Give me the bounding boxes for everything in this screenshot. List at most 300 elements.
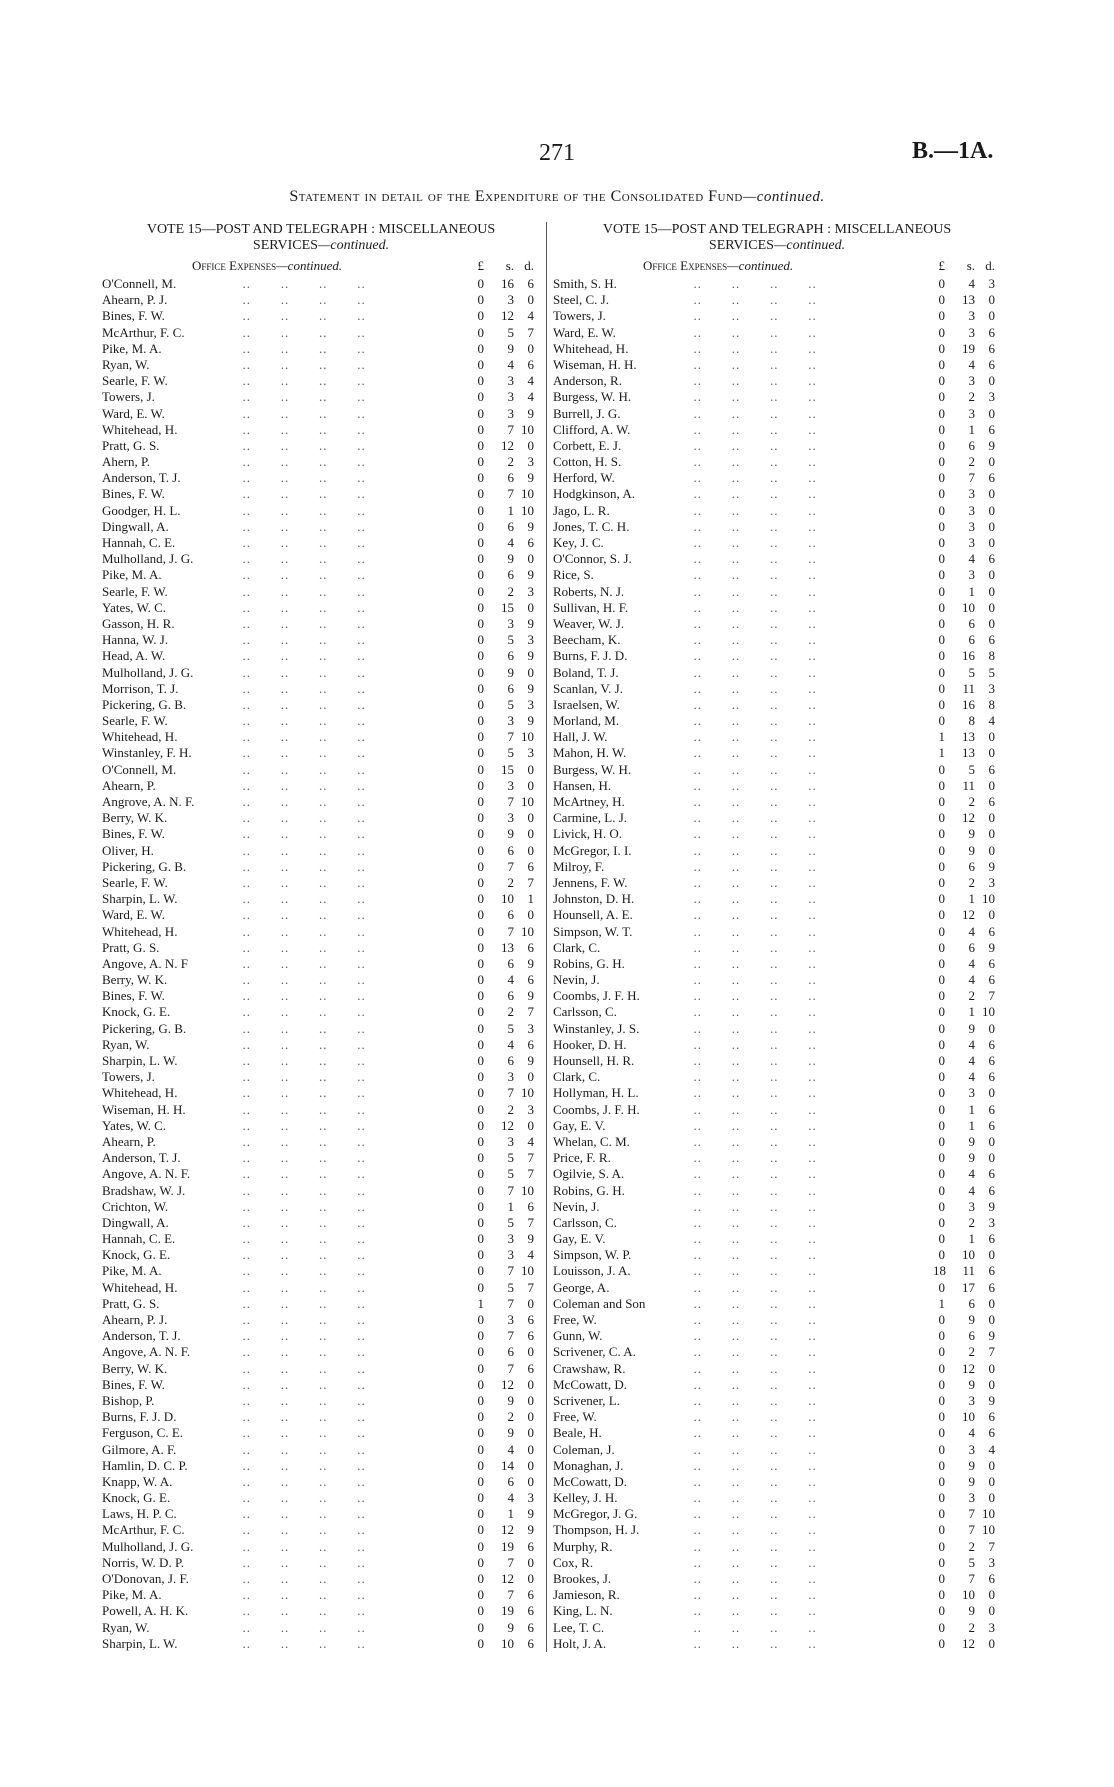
payment-row xyxy=(102,762,540,778)
shillings-value: 9 xyxy=(507,551,514,567)
pence-value: 9 xyxy=(527,567,534,583)
pence-value: 0 xyxy=(988,1457,995,1473)
leader-dots: .. .. .. .. xyxy=(685,729,817,745)
pounds-value: 0 xyxy=(477,454,484,470)
shillings-value: 3 xyxy=(507,373,514,389)
leader-dots: .. .. .. .. xyxy=(685,421,817,437)
shillings-value: 2 xyxy=(507,1004,514,1020)
leader-dots: .. .. .. .. xyxy=(234,502,366,518)
leader-dots: .. .. .. .. xyxy=(234,761,366,777)
pence-value: 0 xyxy=(988,1150,995,1166)
pounds-value: 0 xyxy=(938,777,945,793)
pounds-value: 0 xyxy=(477,874,484,890)
payee-name: Scrivener, C. A. xyxy=(553,1344,636,1360)
pence-value: 0 xyxy=(988,826,995,842)
payment-row xyxy=(102,1442,540,1458)
pounds-value: 0 xyxy=(477,340,484,356)
payment-row xyxy=(102,843,540,859)
leader-dots: .. .. .. .. xyxy=(685,1231,817,1247)
pence-value: 6 xyxy=(988,551,995,567)
pounds-value: 0 xyxy=(938,421,945,437)
payee-name: Towers, J. xyxy=(102,389,155,405)
payment-row xyxy=(102,519,540,535)
payee-name: Whitehead, H. xyxy=(102,421,178,437)
pence-value: 6 xyxy=(527,276,534,291)
payment-row xyxy=(553,1312,1001,1328)
pence-value: 0 xyxy=(527,1571,534,1586)
pounds-value: 0 xyxy=(477,308,484,324)
shillings-value: 19 xyxy=(501,1603,514,1619)
shillings-value: 3 xyxy=(968,567,975,583)
pounds-value: 0 xyxy=(938,874,945,890)
pence-value: 0 xyxy=(988,599,995,615)
payment-row xyxy=(553,697,1001,713)
pounds-value: 0 xyxy=(477,1587,484,1603)
shillings-value: 6 xyxy=(507,1053,514,1068)
payment-row xyxy=(102,1425,540,1441)
payee-name: Nevin, J. xyxy=(553,972,600,988)
pounds-value: 0 xyxy=(477,324,484,340)
shillings-value: 11 xyxy=(962,777,975,793)
leader-dots: .. .. .. .. xyxy=(685,1182,817,1198)
leader-dots: .. .. .. .. xyxy=(685,1117,817,1133)
leader-dots: .. .. .. .. xyxy=(685,356,817,372)
payment-row xyxy=(553,1490,1001,1506)
payment-row xyxy=(553,1474,1001,1490)
payee-name: Dingwall, A. xyxy=(102,518,169,534)
leader-dots: .. .. .. .. xyxy=(685,761,817,777)
pounds-value: 0 xyxy=(938,1587,945,1603)
payment-row xyxy=(102,778,540,794)
shillings-value: 6 xyxy=(507,518,514,534)
pounds-value: 0 xyxy=(938,356,945,372)
shillings-value: 10 xyxy=(501,1635,514,1651)
payment-row xyxy=(553,357,1001,373)
shillings-value: 7 xyxy=(507,486,514,502)
pounds-value: 0 xyxy=(477,1392,484,1408)
leader-dots: .. .. .. .. xyxy=(234,632,366,648)
shillings-value: 2 xyxy=(968,874,975,890)
leader-dots: .. .. .. .. xyxy=(234,1554,366,1570)
pounds-value: 0 xyxy=(938,891,945,907)
payment-row xyxy=(553,1555,1001,1571)
payment-row xyxy=(102,422,540,438)
pounds-value: 0 xyxy=(477,972,484,988)
payee-name: McCowatt, D. xyxy=(553,1473,628,1489)
leader-dots: .. .. .. .. xyxy=(685,1312,817,1327)
payment-row xyxy=(102,1263,540,1279)
shillings-value: 3 xyxy=(507,777,514,793)
payment-row xyxy=(553,292,1001,308)
payment-row xyxy=(102,891,540,907)
payee-name: Dingwall, A. xyxy=(102,1214,169,1230)
shillings-value: 12 xyxy=(962,1635,975,1651)
pence-value: 10 xyxy=(982,891,995,907)
payee-name: Crichton, W. xyxy=(102,1198,169,1214)
leader-dots: .. .. .. .. xyxy=(685,777,817,793)
pounds-value: 0 xyxy=(477,1133,484,1149)
shillings-value: 13 xyxy=(962,729,975,745)
shillings-value: 4 xyxy=(968,972,975,988)
shillings-value: 9 xyxy=(507,1619,514,1635)
payee-name: Thompson, H. J. xyxy=(553,1522,640,1538)
pounds-value: 0 xyxy=(477,276,484,291)
payee-name: Anderson, R. xyxy=(553,373,622,389)
leader-dots: .. .. .. .. xyxy=(234,1619,366,1635)
leader-dots: .. .. .. .. xyxy=(234,324,366,340)
pence-value: 0 xyxy=(527,599,534,615)
pence-value: 0 xyxy=(527,842,534,858)
pounds-value: 0 xyxy=(938,324,945,340)
payee-name: Crawshaw, R. xyxy=(553,1360,626,1376)
pounds-value: 0 xyxy=(477,858,484,874)
shillings-value: 3 xyxy=(968,1198,975,1214)
leader-dots: .. .. .. .. xyxy=(234,923,366,939)
pence-value: 0 xyxy=(527,292,534,308)
payment-row xyxy=(553,778,1001,794)
leader-dots: .. .. .. .. xyxy=(685,486,817,502)
payment-row xyxy=(553,924,1001,940)
pounds-value: 0 xyxy=(938,664,945,680)
shillings-value: 2 xyxy=(968,1344,975,1360)
pence-value: 0 xyxy=(988,777,995,793)
pence-value: 0 xyxy=(527,1295,534,1311)
pounds-value: 0 xyxy=(938,1522,945,1538)
shillings-value: 10 xyxy=(962,1587,975,1603)
pence-value: 0 xyxy=(988,1312,995,1327)
pence-value: 10 xyxy=(521,502,534,518)
shillings-value: 7 xyxy=(507,1554,514,1570)
payment-row xyxy=(553,519,1001,535)
leader-dots: .. .. .. .. xyxy=(234,1312,366,1327)
pence-value: 4 xyxy=(988,713,995,729)
payee-name: Weaver, W. J. xyxy=(553,615,624,631)
payment-row xyxy=(553,729,1001,745)
leader-dots: .. .. .. .. xyxy=(685,696,817,712)
payee-name: O'Donovan, J. F. xyxy=(102,1571,189,1586)
pounds-value: 0 xyxy=(938,794,945,809)
leader-dots: .. .. .. .. xyxy=(685,1506,817,1522)
payee-name: Hamlin, D. C. P. xyxy=(102,1457,188,1473)
pounds-value: 0 xyxy=(477,1101,484,1117)
shillings-value: 12 xyxy=(962,1360,975,1376)
pounds-value: 0 xyxy=(938,454,945,470)
pounds-value: 0 xyxy=(938,599,945,615)
leader-dots: .. .. .. .. xyxy=(234,874,366,890)
payment-row xyxy=(553,1636,1001,1652)
shillings-value: 7 xyxy=(507,729,514,745)
leader-dots: .. .. .. .. xyxy=(685,502,817,518)
pence-value: 7 xyxy=(527,874,534,890)
leader-dots: .. .. .. .. xyxy=(685,1635,817,1651)
payee-name: Steel, C. J. xyxy=(553,292,609,308)
pence-value: 6 xyxy=(527,1587,534,1603)
shillings-value: 6 xyxy=(507,955,514,971)
pence-value: 3 xyxy=(988,1619,995,1635)
shillings-value: 1 xyxy=(968,1117,975,1133)
pence-value: 7 xyxy=(527,1150,534,1166)
pounds-value: 0 xyxy=(938,1150,945,1166)
payee-name: Brookes, J. xyxy=(553,1571,612,1586)
leader-dots: .. .. .. .. xyxy=(234,389,366,405)
payee-name: Pratt, G. S. xyxy=(102,437,160,453)
leader-dots: .. .. .. .. xyxy=(685,1247,817,1263)
pounds-value: 0 xyxy=(477,777,484,793)
payee-name: Hodgkinson, A. xyxy=(553,486,635,502)
leader-dots: .. .. .. .. xyxy=(234,405,366,421)
payee-name: Key, J. C. xyxy=(553,535,604,550)
payment-row xyxy=(553,1296,1001,1312)
shillings-value: 3 xyxy=(507,1133,514,1149)
pounds-value: 0 xyxy=(938,1538,945,1554)
leader-dots: .. .. .. .. xyxy=(685,373,817,389)
shillings-value: 3 xyxy=(507,1231,514,1247)
payee-name: George, A. xyxy=(553,1279,610,1295)
leader-dots: .. .. .. .. xyxy=(685,1133,817,1149)
payment-row xyxy=(102,875,540,891)
payment-row xyxy=(102,470,540,486)
payee-name: O'Connell, M. xyxy=(102,276,177,291)
pence-value: 0 xyxy=(988,292,995,308)
pence-value: 3 xyxy=(988,680,995,696)
leader-dots: .. .. .. .. xyxy=(234,1409,366,1425)
shillings-value: 7 xyxy=(507,1182,514,1198)
pence-value: 10 xyxy=(521,1085,534,1101)
leader-dots: .. .. .. .. xyxy=(234,1603,366,1619)
pence-value: 0 xyxy=(527,826,534,842)
pence-value: 0 xyxy=(527,810,534,826)
payee-name: Jamieson, R. xyxy=(553,1587,620,1603)
payment-row xyxy=(553,616,1001,632)
payee-name: Herford, W. xyxy=(553,470,615,486)
shillings-value: 5 xyxy=(507,696,514,712)
leader-dots: .. .. .. .. xyxy=(685,1328,817,1344)
shillings-value: 3 xyxy=(507,389,514,405)
pence-value: 6 xyxy=(527,1328,534,1344)
leader-dots: .. .. .. .. xyxy=(234,1150,366,1166)
shillings-value: 6 xyxy=(968,939,975,955)
shillings-value: 4 xyxy=(968,1425,975,1441)
payee-name: Hooker, D. H. xyxy=(553,1036,627,1052)
payment-row xyxy=(553,551,1001,567)
leader-dots: .. .. .. .. xyxy=(685,437,817,453)
shillings-value: 9 xyxy=(968,1473,975,1489)
payee-name: Hall, J. W. xyxy=(553,729,608,745)
shillings-value: 3 xyxy=(507,1069,514,1085)
leader-dots: .. .. .. .. xyxy=(685,680,817,696)
payment-row xyxy=(553,1344,1001,1360)
shillings-value: 2 xyxy=(968,1538,975,1554)
payment-row xyxy=(102,907,540,923)
payee-name: Clark, C. xyxy=(553,1069,601,1085)
leader-dots: .. .. .. .. xyxy=(234,1020,366,1036)
pounds-value: 0 xyxy=(938,696,945,712)
payee-name: Kelley, J. H. xyxy=(553,1490,618,1506)
payee-name: Berry, W. K. xyxy=(102,1360,168,1376)
pence-value: 3 xyxy=(527,454,534,470)
shillings-value: 19 xyxy=(962,340,975,356)
pence-value: 0 xyxy=(988,567,995,583)
leader-dots: .. .. .. .. xyxy=(685,454,817,470)
leader-dots: .. .. .. .. xyxy=(685,1409,817,1425)
leader-dots: .. .. .. .. xyxy=(234,729,366,745)
leader-dots: .. .. .. .. xyxy=(685,551,817,567)
leader-dots: .. .. .. .. xyxy=(685,891,817,907)
pence-value: 6 xyxy=(988,356,995,372)
shillings-value: 4 xyxy=(507,1490,514,1506)
payment-row xyxy=(553,1183,1001,1199)
payee-name: Hollyman, H. L. xyxy=(553,1085,639,1101)
pounds-value: 0 xyxy=(477,470,484,486)
pence-value: 0 xyxy=(527,664,534,680)
shillings-value: 1 xyxy=(968,1231,975,1247)
leader-dots: .. .. .. .. xyxy=(234,1344,366,1360)
pounds-value: 0 xyxy=(477,939,484,955)
shillings-value: 2 xyxy=(968,389,975,405)
pounds-value: 0 xyxy=(477,1166,484,1182)
payment-row xyxy=(553,1425,1001,1441)
payment-row xyxy=(102,1539,540,1555)
pence-value: 4 xyxy=(527,308,534,324)
pence-value: 6 xyxy=(988,632,995,648)
leader-dots: .. .. .. .. xyxy=(685,1425,817,1441)
leader-dots: .. .. .. .. xyxy=(234,1457,366,1473)
leader-dots: .. .. .. .. xyxy=(234,535,366,550)
payee-name: Cox, R. xyxy=(553,1554,594,1570)
shillings-value: 17 xyxy=(962,1279,975,1295)
payment-row xyxy=(553,438,1001,454)
leader-dots: .. .. .. .. xyxy=(234,1133,366,1149)
payee-name: Searle, F. W. xyxy=(102,373,168,389)
payee-name: Monaghan, J. xyxy=(553,1457,624,1473)
pounds-value: 0 xyxy=(477,518,484,534)
leader-dots: .. .. .. .. xyxy=(685,1490,817,1506)
pounds-value: 0 xyxy=(938,1376,945,1392)
shillings-value: 7 xyxy=(968,1522,975,1538)
pence-value: 0 xyxy=(527,1409,534,1425)
pence-value: 6 xyxy=(988,340,995,356)
payment-row xyxy=(102,1215,540,1231)
pence-value: 10 xyxy=(521,923,534,939)
pounds-value: 0 xyxy=(938,1506,945,1522)
pounds-value: 0 xyxy=(477,826,484,842)
pounds-value: 0 xyxy=(938,1425,945,1441)
pounds-value: 0 xyxy=(938,1133,945,1149)
pence-value: 0 xyxy=(988,1635,995,1651)
shillings-value: 6 xyxy=(507,680,514,696)
leader-dots: .. .. .. .. xyxy=(234,421,366,437)
payee-name: Gay, E. V. xyxy=(553,1117,606,1133)
leader-dots: .. .. .. .. xyxy=(234,810,366,826)
pence-value: 7 xyxy=(527,1214,534,1230)
payment-row xyxy=(553,1377,1001,1393)
leader-dots: .. .. .. .. xyxy=(234,939,366,955)
pence-value: 0 xyxy=(988,373,995,389)
payment-row xyxy=(102,1344,540,1360)
payee-name: Hounsell, A. E. xyxy=(553,907,633,923)
pence-value: 7 xyxy=(988,1538,995,1554)
shillings-value: 3 xyxy=(507,1247,514,1263)
leader-dots: .. .. .. .. xyxy=(234,1214,366,1230)
leader-dots: .. .. .. .. xyxy=(685,1571,817,1586)
payment-row xyxy=(102,1069,540,1085)
leader-dots: .. .. .. .. xyxy=(685,1101,817,1117)
pence-value: 6 xyxy=(988,470,995,486)
payee-name: Angove, A. N. F. xyxy=(102,1344,191,1360)
pence-value: 0 xyxy=(527,1457,534,1473)
pounds-value: 0 xyxy=(477,1198,484,1214)
payee-name: Pike, M. A. xyxy=(102,340,162,356)
vote-heading-line2: SERVICES xyxy=(252,238,318,253)
leader-dots: .. .. .. .. xyxy=(685,1166,817,1182)
pence-heading: d. xyxy=(524,258,534,273)
shillings-value: 2 xyxy=(507,874,514,890)
pence-value: 9 xyxy=(988,858,995,874)
pence-value: 7 xyxy=(988,1344,995,1360)
payee-name: Ahern, P. xyxy=(102,454,151,470)
payee-name: Livick, H. O. xyxy=(553,826,622,842)
payment-row xyxy=(102,924,540,940)
pounds-value: 0 xyxy=(477,1425,484,1441)
payee-name: Morrison, T. J. xyxy=(102,680,179,696)
shillings-value: 5 xyxy=(507,1020,514,1036)
shillings-value: 7 xyxy=(507,923,514,939)
payment-row xyxy=(102,406,540,422)
pounds-value: 0 xyxy=(477,1182,484,1198)
leader-dots: .. .. .. .. xyxy=(234,1053,366,1068)
pounds-value: 0 xyxy=(477,1214,484,1230)
pounds-value: 0 xyxy=(938,923,945,939)
leader-dots: .. .. .. .. xyxy=(685,874,817,890)
shillings-value: 12 xyxy=(501,1522,514,1538)
pence-value: 9 xyxy=(527,988,534,1004)
payment-row xyxy=(102,292,540,308)
payee-name: Powell, A. H. K. xyxy=(102,1603,189,1619)
payment-row xyxy=(102,276,540,292)
leader-dots: .. .. .. .. xyxy=(685,1587,817,1603)
payment-row xyxy=(553,681,1001,697)
payment-row xyxy=(102,1555,540,1571)
shillings-value: 9 xyxy=(507,1392,514,1408)
pence-value: 10 xyxy=(521,1182,534,1198)
payment-row xyxy=(553,1442,1001,1458)
shillings-value: 3 xyxy=(968,1490,975,1506)
leader-dots: .. .. .. .. xyxy=(234,551,366,567)
leader-dots: .. .. .. .. xyxy=(234,1376,366,1392)
leader-dots: .. .. .. .. xyxy=(234,1231,366,1247)
pounds-value: 0 xyxy=(938,1053,945,1068)
payment-row xyxy=(102,1053,540,1069)
pounds-value: 0 xyxy=(477,567,484,583)
payee-name: Hannah, C. E. xyxy=(102,1231,176,1247)
office-expenses-label: Office Expenses xyxy=(643,258,728,273)
pounds-value: 0 xyxy=(477,696,484,712)
payment-row xyxy=(553,1620,1001,1636)
pounds-value: 0 xyxy=(938,405,945,421)
payment-row xyxy=(553,1085,1001,1101)
payee-name: Whitehead, H. xyxy=(553,340,629,356)
leader-dots: .. .. .. .. xyxy=(685,1004,817,1020)
pounds-value: 0 xyxy=(477,1085,484,1101)
pence-value: 4 xyxy=(988,1441,995,1457)
pence-value: 3 xyxy=(988,276,995,291)
office-expenses-heading xyxy=(192,258,342,274)
payment-row xyxy=(102,1231,540,1247)
pounds-heading: £ xyxy=(477,258,484,273)
payment-row xyxy=(553,1150,1001,1166)
pence-value: 10 xyxy=(982,1004,995,1020)
payee-name: Holt, J. A. xyxy=(553,1635,607,1651)
